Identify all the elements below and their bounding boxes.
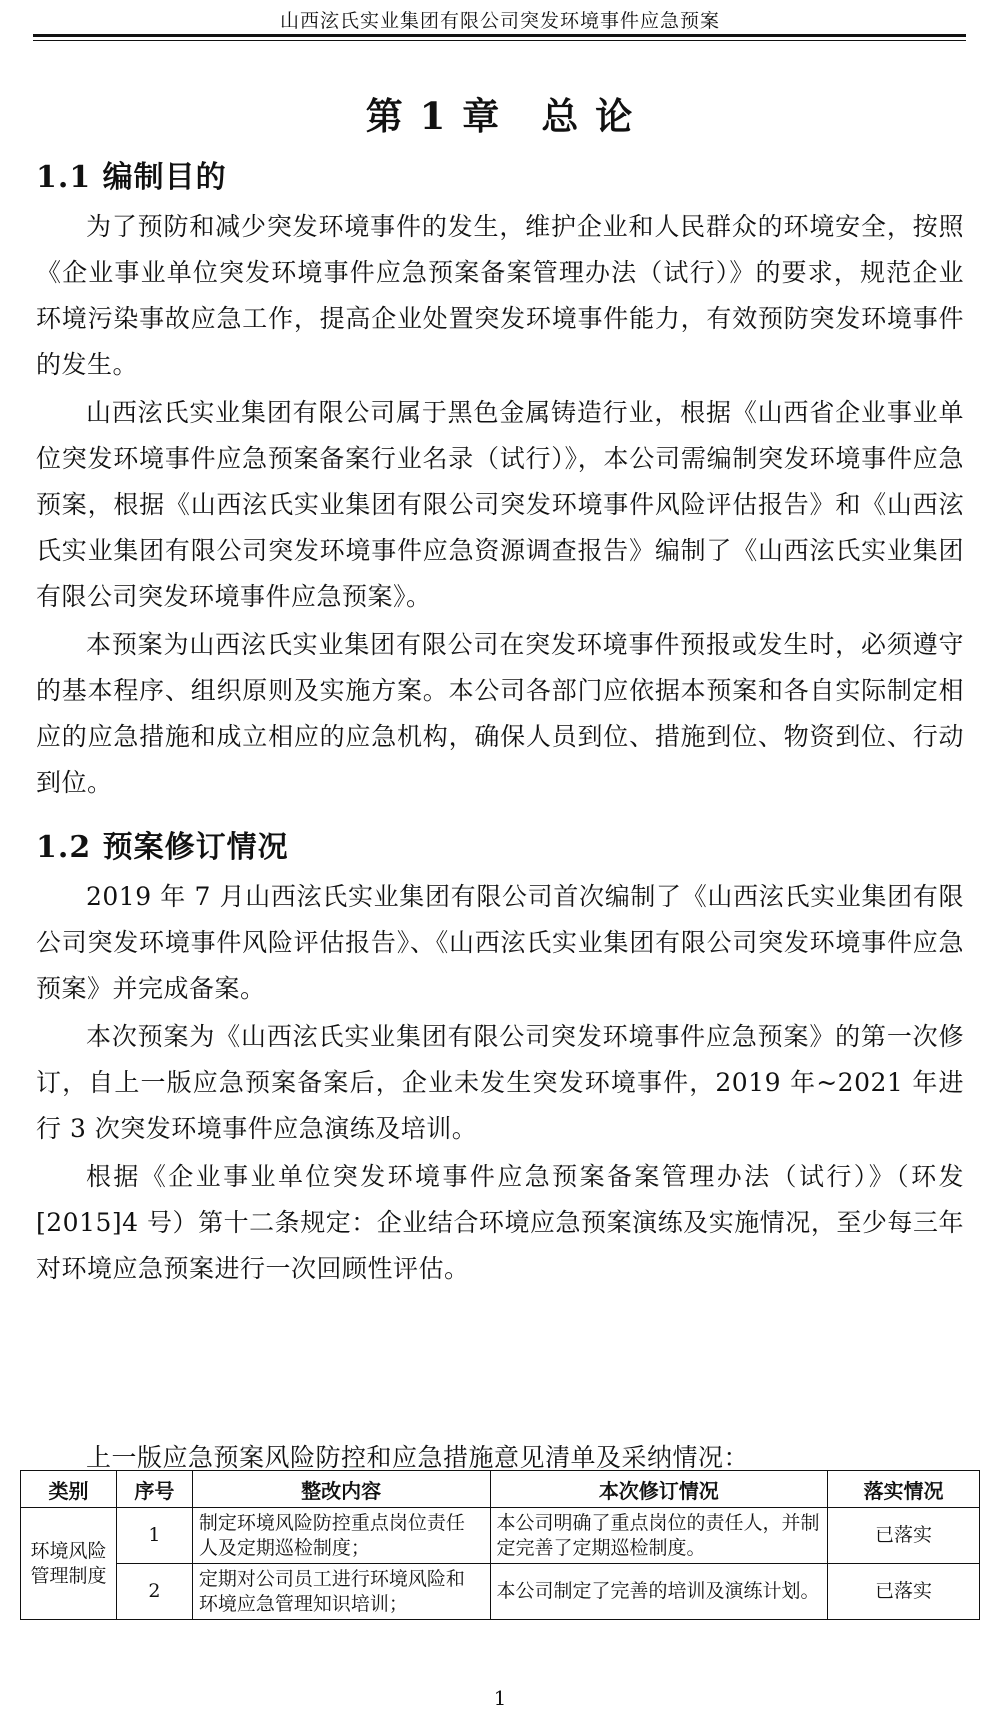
chapter-title [0,86,1000,140]
table-caption: 上一版应急预案风险防控和应急措施意见清单及采纳情况： [86,1443,750,1472]
header-rule-thick [33,34,966,37]
paragraph-purpose-2: 山西泫氏实业集团有限公司属于黑色金属铸造行业，根据《山西省企业事业单位突发环境事件应急预案备案行业名录（试行）》，本公司需编制突发环境事件应急预案，根据《山西泫氏实业集团有限公司突发环境事件风险评估报告》和《山西泫氏实业集团有限公司突发环境事件应急资源调查报告》编制了《山西泫氏实业集团有限公司突发环境事件应急预案》。 [36,398,964,611]
chapter-number: 第 1 章 [365,94,502,138]
paragraph-purpose-1: 为了预防和减少突发环境事件的发生，维护企业和人民群众的环境安全，按照《企业事业单位突发环境事件应急预案备案管理办法（试行）》的要求，规范企业环境污染事故应急工作，提高企业处置突发环境事件能力，有效预防突发环境事件的发生。 [36,212,964,379]
table-row [21,1508,980,1564]
header-rule-thin [33,40,966,41]
category-cell: 环境风险管理制度 [21,1508,117,1620]
paragraph-revision-3: 根据《企业事业单位突发环境事件应急预案备案管理办法（试行）》（环发[2015]4 号）第十二条规定：企业结合环境应急预案演练及实施情况，至少每三年对环境应急预案进行一次回顾性评估。 [36,1162,964,1283]
paragraph-revision-2: 本次预案为《山西泫氏实业集团有限公司突发环境事件应急预案》的第一次修订，自上一版应急预案备案后，企业未发生突发环境事件，2019 年~2021 年进行 3 次突发环境事件应急演练及培训。 [36,1022,964,1143]
running-header: 山西泫氏实业集团有限公司突发环境事件应急预案 [279,10,720,32]
header-revision-status: 本次修订情况 [490,1471,828,1508]
rectification-content-cell: 定期对公司员工进行环境风险和环境应急管理知识培训； [192,1564,490,1620]
implementation-status-cell: 已落实 [828,1508,980,1564]
revision-status-cell: 本公司制定了完善的培训及演练计划。 [490,1564,828,1620]
paragraph-purpose-3: 本预案为山西泫氏实业集团有限公司在突发环境事件预报或发生时，必须遵守的基本程序、组织原则及实施方案。本公司各部门应依据本预案和各自实际制定相应的应急措施和成立相应的应急机构，确保人员到位、措施到位、物资到位、行动到位。 [36,630,964,797]
serial-number-cell: 1 [116,1508,192,1564]
serial-number-cell: 2 [116,1564,192,1620]
implementation-status-cell: 已落实 [828,1564,980,1620]
header-implementation-status: 落实情况 [828,1471,980,1508]
header-serial-number: 序号 [116,1471,192,1508]
revision-status-cell: 本公司明确了重点岗位的责任人，并制定完善了定期巡检制度。 [490,1508,828,1564]
header-category: 类别 [21,1471,117,1508]
table-header-row [21,1471,980,1508]
section-heading-1-1: 1.1 编制目的 [36,160,227,195]
page-number: 1 [493,1686,507,1710]
revision-table [20,1470,980,1620]
header-rectification-content: 整改内容 [192,1471,490,1508]
chapter-name: 总 论 [541,94,635,138]
section-heading-1-2: 1.2 预案修订情况 [36,830,289,865]
paragraph-revision-1: 2019 年 7 月山西泫氏实业集团有限公司首次编制了《山西泫氏实业集团有限公司突发环境事件风险评估报告》、《山西泫氏实业集团有限公司突发环境事件应急预案》并完成备案。 [36,882,964,1003]
table-row [21,1564,980,1620]
rectification-content-cell: 制定环境风险防控重点岗位责任人及定期巡检制度； [192,1508,490,1564]
